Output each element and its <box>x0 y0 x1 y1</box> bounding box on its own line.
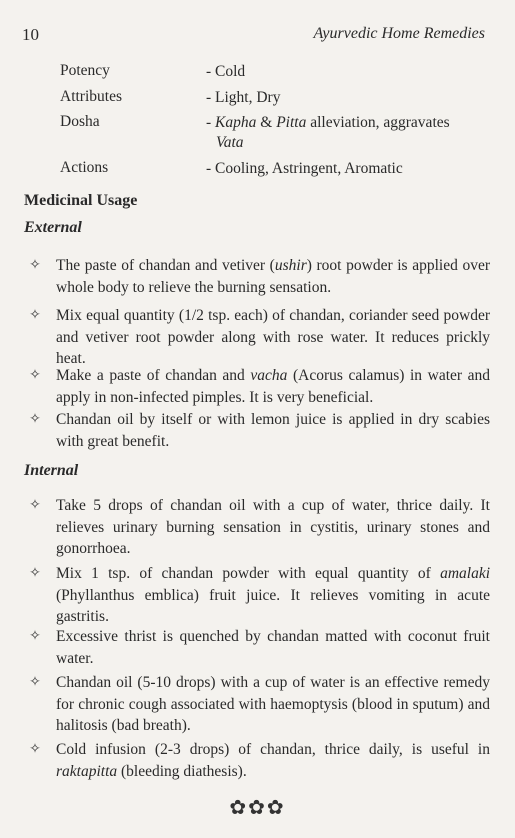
page-number: 10 <box>22 25 39 44</box>
property-value: - Light, Dry <box>206 89 281 106</box>
dash: - <box>206 114 216 131</box>
list-item-text: Cold infusion (2-3 drops) of chandan, thrice daily, is useful in raktapitta (bleeding diathesis). <box>56 741 490 780</box>
property-label: Potency <box>60 62 110 79</box>
vata-term: Vata <box>216 134 244 151</box>
running-head: Ayurvedic Home Remedies <box>313 25 485 42</box>
list-item-text: Make a paste of chandan and vacha (Acorus calamus) in water and apply in non-infected pimples. It is very beneficial. <box>56 367 490 406</box>
bullet-icon: ✧ <box>29 498 41 513</box>
property-label: Attributes <box>60 88 122 105</box>
pitta-term: Pitta <box>276 114 307 131</box>
bullet-icon: ✧ <box>29 629 41 644</box>
internal-heading: Internal <box>24 462 79 479</box>
property-value: - Cold <box>206 63 246 80</box>
property-value: - Cooling, Astringent, Aromatic <box>206 160 403 177</box>
list-item-text: Chandan oil by itself or with lemon juice is applied in dry scabies with great benefit. <box>56 411 490 450</box>
ornament-divider: ✿✿✿ <box>229 797 286 819</box>
list-item-text: Chandan oil (5-10 drops) with a cup of water is an effective remedy for chronic cough associated with haemoptysis (blood in sputum) and halitosis (bad breath). <box>56 674 490 734</box>
section-title: Medicinal Usage <box>24 192 138 209</box>
page-header <box>22 25 485 45</box>
dosha-effect-text: alleviation, aggravates <box>306 114 450 131</box>
bullet-icon: ✧ <box>29 258 41 273</box>
bullet-icon: ✧ <box>29 412 41 427</box>
list-item-text: The paste of chandan and vetiver (ushir) root powder is applied over whole body to relieve the burning sensation. <box>56 257 490 296</box>
bullet-icon: ✧ <box>29 675 41 690</box>
kapha-term: Kapha <box>215 114 257 131</box>
bullet-icon: ✧ <box>29 742 41 757</box>
property-label: Dosha <box>60 113 100 130</box>
bullet-icon: ✧ <box>29 368 41 383</box>
bullet-icon: ✧ <box>29 566 41 581</box>
list-item-text: Take 5 drops of chandan oil with a cup of water, thrice daily. It relieves urinary burning sensation in cystitis, urinary stones and gonorrhoea. <box>56 497 490 557</box>
external-heading: External <box>24 219 82 236</box>
list-item-text: Excessive thrist is quenched by chandan matted with coconut fruit water. <box>56 628 490 667</box>
list-item-text: Mix equal quantity (1/2 tsp. each) of chandan, coriander seed powder and vetiver root powder along with rose water. It reduces prickly heat. <box>56 307 490 367</box>
property-label: Actions <box>60 159 109 176</box>
ampersand: & <box>256 114 277 131</box>
property-value <box>206 113 488 153</box>
bullet-icon: ✧ <box>29 308 41 323</box>
list-item-text: Mix 1 tsp. of chandan powder with equal quantity of amalaki (Phyllanthus emblica) fruit juice. It relieves vomiting in acute gastritis. <box>56 565 490 625</box>
